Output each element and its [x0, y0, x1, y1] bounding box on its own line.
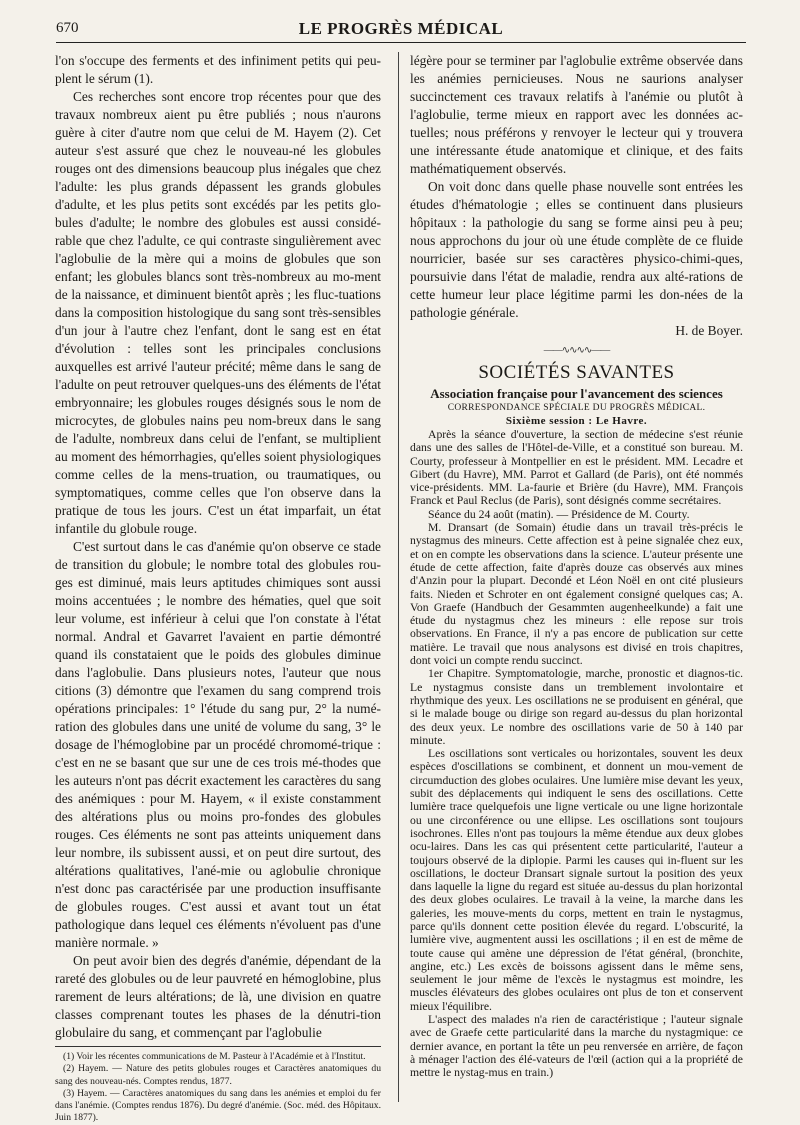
footnote: (1) Voir les récentes communications de M. Pasteur à l'Académie et à l'Institut. — [63, 1051, 366, 1062]
paragraph: Après la séance d'ouverture, la section de médecine s'est réunie dans une des salles de l'Hôtel-de-Ville, et a constitué son bureau. M. Courty, professeur à Montpellier en est le président. MM. Lecadre et Gibert (du Havre), MM. Parrot et Gallard (de Paris), ont été nommés vice-présidents. MM. La-faurie et Brière (du Havre), MM. François Franck et Paul Reclus (de Paris), sont désignés comme secrétaires. — [410, 428, 743, 508]
correspondance-heading: CORRESPONDANCE SPÉCIALE DU PROGRÈS MÉDICAL. — [447, 403, 706, 413]
paragraph: On peut avoir bien des degrés d'anémie, dépendant de la rareté des globules ou de leur pauvreté en hémoglobine, plus rarement de leurs altérations; de là, une division en quatre classes comprenant toutes les phases de la dénutri-tion globulaire du sang, et commençant par l'aglobulie — [55, 953, 381, 1040]
footnote: (2) Hayem. — Nature des petits globules rouges et Caractères anatomiques du sang des nouveau-nés. Comptes rendus, 1877. — [55, 1063, 381, 1087]
column-divider — [398, 52, 399, 1102]
section-title: SOCIÉTÉS SAVANTES — [478, 362, 675, 383]
paragraph: Ces recherches sont encore trop récentes pour que des travaux nombreux aient pu être publiés ; nous n'aurons guère à citer d'autre nom que celui de M. Hayem (2). Cet auteur s'est assuré que chez le nouveau-né les globules rouges ont des dimensions beaucoup plus inégales que chez l'adulte: les plus grands dépassent les grands globules d'adulte, et les plus petits sont excédés par les petits glo-bules d'adulte; le nombre des globules est aussi considé-rable que chez l'adulte, ce qui contraste singulièrement avec l'aglobulie de la mère qui a moins de globules que son enfant; les globules blancs sont très-nombreux au mo-ment de la naissance, et diminuent bientôt après ; les fluc-tuations dans la composition histologique du sang sont très-sensibles d'un jour à l'autre chez l'enfant, dont le sang est en état d'évolution : telles sont les principales conclusions auxquelles est arrivé l'auteur précité; même dans le sang de l'adulte on peut retrouver quelques-uns des éléments de l'état embryonnaire; les globules rouges désignés sous le nom de microcytes, de globules nains peu nom-breux dans le sang de l'adulte, nombreux dans celui de l'enfant, se multiplient au moment des hémorrhagies, qu'elles soient physiologiques comme celles de la mens-truation, ou traumatiques, ou symptomatiques, comme celles que l'on observe dans la pratique de tous les jours. C'est un état imparfait, un état infantile du globule rouge. — [55, 89, 381, 536]
signature: H. de Boyer. — [675, 323, 743, 338]
paragraph: l'on s'occupe des ferments et des infiniment petits qui peu-plent le sérum (1). — [55, 53, 381, 86]
society-report — [410, 428, 743, 1080]
journal-title: LE PROGRÈS MÉDICAL — [298, 19, 504, 38]
left-column — [55, 52, 381, 1125]
ornamental-divider: ——∿∿∿∿—— — [543, 345, 610, 356]
paragraph: On voit donc dans quelle phase nouvelle sont entrées les études d'hématologie ; elles se continuent dans plusieurs hôpitaux : la pathologie du sang se forme ainsi peu à peu; nous approchons du jour où une étude complète de ce fluide nourricier, basée sur ses caractères physico-chimi-ques, poursuivie dans l'état de maladie, rendra aux alté-rations de cette humeur leur place légitime parmi les don-nées de la pathologie générale. — [410, 179, 743, 320]
paragraph: légère pour se terminer par l'aglobulie extrême observée dans les anémies pernicieuses. Nous ne saurions analyser succinctement ces travaux relatifs à l'anémie ou plutôt à l'aglobulie, terme mieux en rapport avec les données ac-tuelles; nous préférons y renvoyer le lecteur qui y trouvera une intéressante étude anatomique et clinique, et des faits mathématiquement observés. — [410, 53, 743, 176]
page-number: 670 — [56, 20, 79, 36]
footnote: (3) Hayem. — Caractères anatomiques du sang dans les anémies et emploi du fer dans l'anémie. (Comptes rendus 1876). Du degré d'anémie. (Soc. méd. des Hôpitaux. Juin 1877). — [55, 1087, 381, 1124]
paragraph: M. Dransart (de Somain) étudie dans un travail très-précis le nystagmus des mineurs. Cette affection est à peine signalée chez eux, et on en compte les observations dans la science. L'auteur présente une étude de cette affection, faite d'après douze cas observés aux mines d'Anzin pour la plupart. Decondé et Léon Noël en ont cité plusieurs faits. Nieden et Schroter en ont également consigné quelques cas; A. Von Graefe (Handbuch der Gesammten augenheelkunde) a fait une étude du nystagmus chez les mineurs : elle repose sur trois observations. En France, il n'y a pas encore de publication sur cette matière. Le travail que nous analysons est divisé en trois chapitres, dont voici un compte rendu succinct. — [410, 521, 743, 668]
footnote-rule — [55, 1046, 381, 1047]
paragraph: 1er Chapitre. Symptomatologie, marche, pronostic et diagnos-tic. Le nystagmus consiste dans un tremblement involontaire et rhythmique des yeux. Les oscillations ne se produisent en général, que si le malade bouge ou dirige son regard au-dessus du plan horizontal des deux yeux. Le nombre des oscillations varie de 50 à 140 par minute. — [410, 667, 743, 747]
page-header — [56, 18, 746, 43]
association-heading: Association française pour l'avancement des sciences — [430, 386, 723, 401]
paragraph: L'aspect des malades n'a rien de caractéristique ; l'auteur signale avec de Graefe cette particularité dans la marche du nystagmique: ce dernier avance, en portant la tête un peu renversée en arrière, de façon à ménager l'action des élé-vateurs de l'œil (action qui a la propriété de mettre le nystag-mus en train.) — [410, 1013, 743, 1080]
session-heading: Sixième session : Le Havre. — [505, 415, 648, 427]
right-column — [410, 52, 743, 1080]
seance-heading: Séance du 24 août (matin). — Présidence de M. Courty. — [428, 507, 690, 521]
paragraph: C'est surtout dans le cas d'anémie qu'on observe ce stade de transition du globule; le nombre total des globules rou-ges est diminué, mais leurs aptitudes chimiques sont aussi moins accentuées ; le nombre des hématies, quel que soit leur volume, est inférieur à celui que l'on constate à l'état normal. Andral et Gavarret l'avaient en partie démontré quand ils constataient que le poids des globules diminue dans l'aglobulie. Dans plusieurs notes, l'auteur que nous citions (3) démontre que l'examen du sang comprend trois opérations principales: 1° l'étude du sang pur, 2° la numé-ration des globules dans une unité de volume du sang, 3° le dosage de l'hémoglobine par un procédé chromomé-trique : c'est en ne se basant que sur une de ces trois mé-thodes que les auteurs n'ont pas décrit exactement les caractères du sang des anémiques : pour M. Hayem, « il existe constamment des altérations plus ou moins pro-fondes des globules rouges. Ces éléments ne sont pas atteints uniquement dans leur nombre, ils subissent aussi, et on peut dire surtout, des altérations qualitatives, l'ané-mie ou aglobulie chronique n'est donc pas caractérisée par une production insuffisante de globules rouges. C'est aussi et avant tout un état pathologique dans lequel ces éléments n'évoluent pas d'une manière normale. » — [55, 539, 381, 950]
paragraph: Les oscillations sont verticales ou horizontales, souvent les deux espèces d'oscillations se combinent, et donnent un mou-vement de circumduction des globes oculaires. Une lumière mise devant les yeux, subit des déplacements qui indiquent le sens des oscillations. Cette lumière trace quelquefois une ligne verticale ou une ligne horizontale ou une circonférence ou une ellipse. Les oscillations sont toujours isochrones. Elles n'ont pas toujours la même étendue aux deux globes ocu-laires. Dans les cas qui présentent cette particularité, l'auteur a toujours observé de la diplopie. Parmi les causes qui in-fluent sur les oscillations, le docteur Dransart signale surtout la position des yeux dans laquelle la ligne du regard est située au-dessus du plan horizontal des deux globes oculaires. Le travail à la veine, la marche dans les galeries, les mouve-ments du corps, mettent en train le nystagmus, parce qu'ils donnent cette position élevée du regard. L'obscurité, la lumière vive, augmentent aussi les oscillations ; il en est de même de toute cause qui amène une dépression de l'état général, (bronchite, angine, etc.) Les excès de boissons agissent dans le même sens, seulement le jour même de l'excès le nystagmus est moindre, les muscles élévateurs des globes oculaires ont plus de ton et conservent mieux l'équilibre. — [410, 747, 743, 1013]
